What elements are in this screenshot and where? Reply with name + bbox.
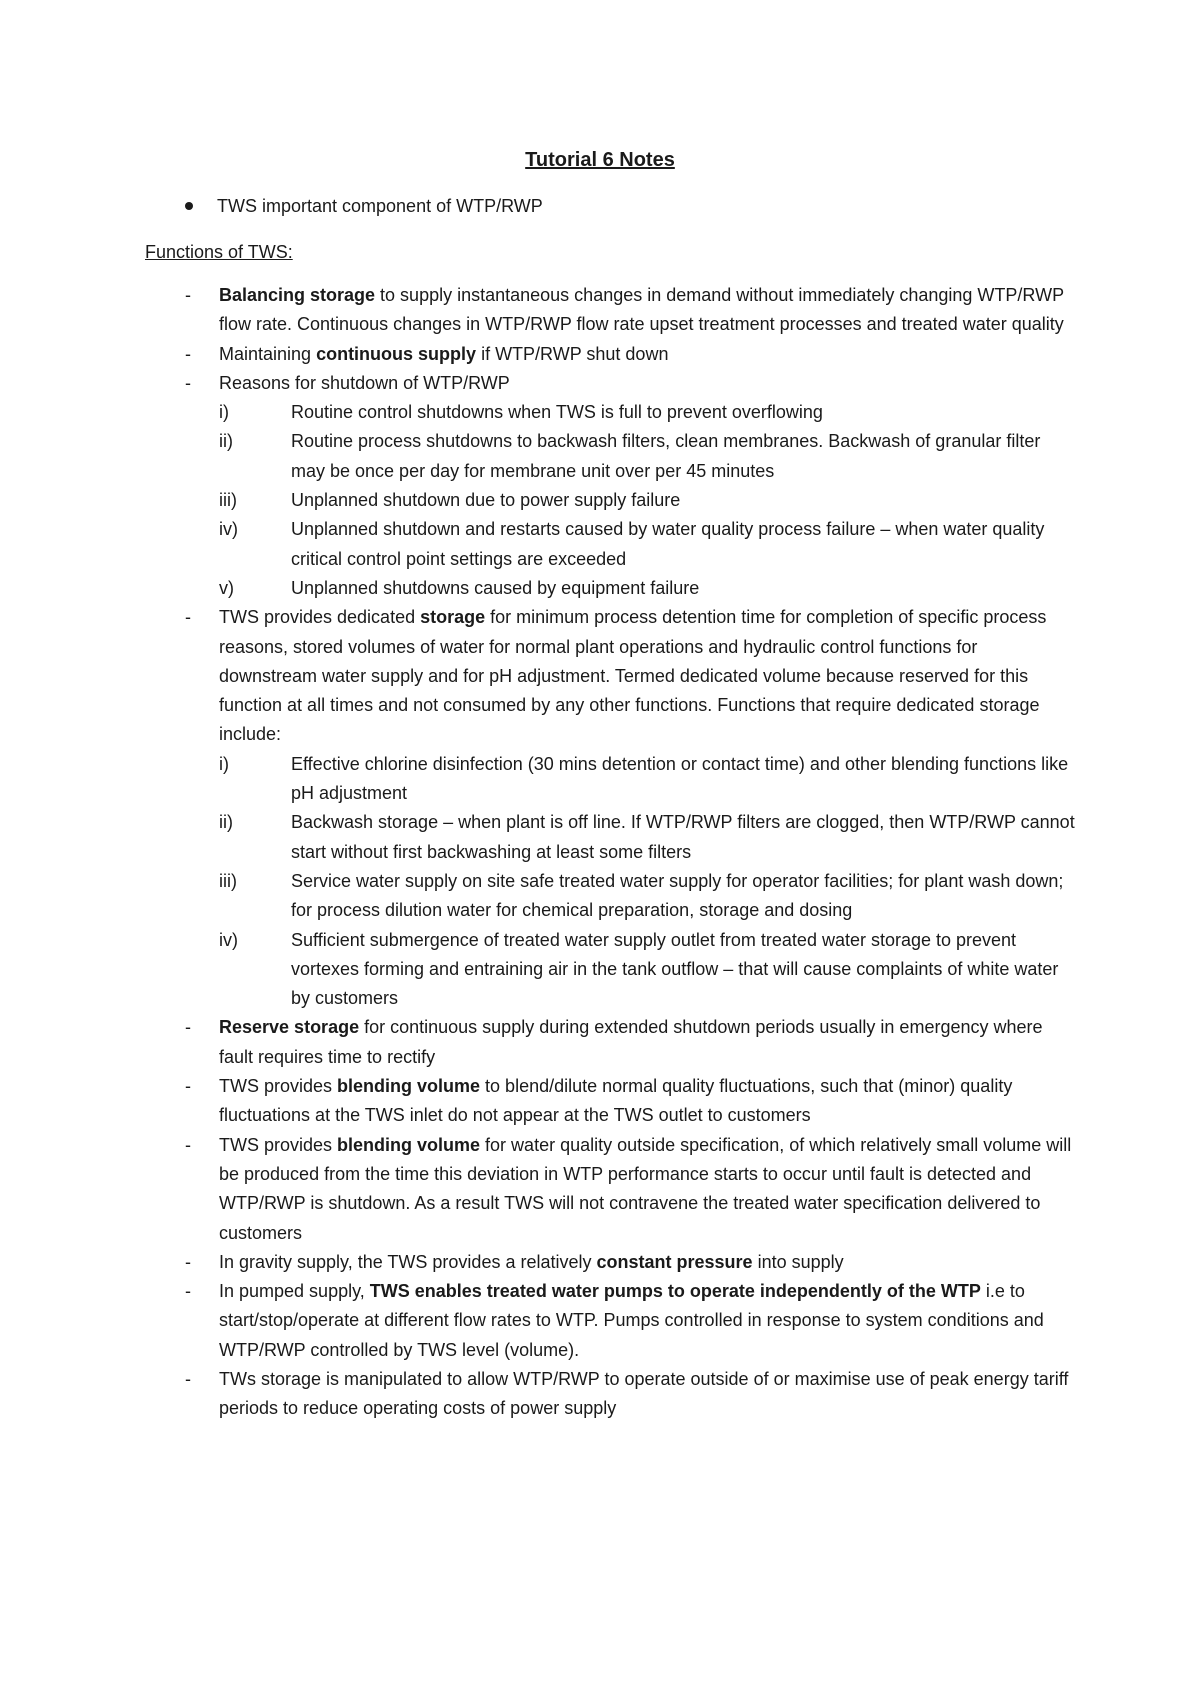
dash-marker: -: [185, 1368, 191, 1389]
item-pre-text: TWS provides dedicated: [219, 607, 421, 628]
list-item-dedicated-storage: [185, 603, 1075, 749]
dash-marker: -: [185, 1017, 191, 1038]
sub-item: [219, 427, 1075, 486]
dash-marker: -: [185, 285, 191, 305]
page-title: Tutorial 6 Notes: [525, 149, 675, 171]
sub-marker: iii): [219, 870, 237, 891]
item-text: i.e to start/stop/operate at different flow rates to WTP. Pumps controlled in response to system conditions and WTP/RWP controlled by TWS level (volume).: [219, 1281, 1044, 1360]
sub-item-text: Service water supply on site safe treated water supply for operator facilities; for plant wash down; for process dilution water for chemical preparation, storage and dosing: [291, 870, 1064, 921]
sub-marker: ii): [219, 431, 233, 452]
dash-marker: -: [185, 372, 191, 393]
list-item-continuous-supply: [185, 340, 1075, 369]
sub-marker: v): [219, 577, 234, 598]
list-item-shutdown-reasons: [185, 369, 1075, 398]
functions-list: [185, 281, 1075, 1424]
item-text: if WTP/RWP shut down: [476, 343, 669, 364]
sub-item: [219, 926, 1075, 1014]
dash-marker: -: [185, 607, 191, 628]
item-pre-text: In pumped supply,: [219, 1281, 370, 1302]
item-bold-text: constant pressure: [596, 1251, 753, 1272]
sub-marker: iv): [219, 929, 238, 950]
sub-item: [219, 808, 1075, 867]
dash-marker: -: [185, 1281, 191, 1302]
sub-item: [219, 867, 1075, 926]
item-bold-text: blending volume: [337, 1134, 481, 1155]
item-text: for minimum process detention time for completion of specific process reasons, stored volumes of water for normal plant operations and hydraulic control functions for downstream water supply and for pH adjustment. Termed dedicated volume because reserved for this function at all times and not consumed by any other functions. Functions that require dedicated storage include:: [219, 607, 1047, 745]
dedicated-storage-sublist: [185, 750, 1075, 1014]
item-text: TWs storage is manipulated to allow WTP/RWP to operate outside of or maximise use of peak energy tariff periods to reduce operating costs of power supply: [219, 1368, 1069, 1419]
sub-item-text: Effective chlorine disinfection (30 mins detention or contact time) and other blending functions like pH adjustment: [291, 753, 1069, 804]
item-pre-text: Maintaining: [219, 343, 317, 364]
shutdown-reasons-sublist: [185, 398, 1075, 603]
sub-item: [219, 486, 1075, 515]
sub-marker: iii): [219, 490, 237, 511]
sub-item: [219, 750, 1075, 809]
item-bold-text: Balancing storage: [219, 285, 376, 305]
sub-marker: ii): [219, 812, 233, 833]
item-text: Reasons for shutdown of WTP/RWP: [219, 372, 510, 393]
sub-item-text: Sufficient submergence of treated water supply outlet from treated water storage to prevent vortexes forming and entraining air in the tank outflow – that will cause complaints of white water by customers: [291, 929, 1059, 1009]
item-text: to supply instantaneous changes in demand without immediately changing WTP/RWP flow rate. Continuous changes in WTP/RWP flow rate upset treatment processes and treated water quality: [219, 285, 1064, 335]
list-item-energy-tariff: [185, 1365, 1075, 1424]
list-item-blending-volume-outside-spec: [185, 1131, 1075, 1248]
list-item-blending-volume-normal: [185, 1072, 1075, 1131]
sub-item-text: Unplanned shutdown due to power supply failure: [291, 490, 681, 511]
list-item-gravity-supply: [185, 1248, 1075, 1277]
item-text: for continuous supply during extended shutdown periods usually in emergency where fault requires time to rectify: [219, 1017, 1043, 1067]
item-pre-text: TWS provides: [219, 1134, 338, 1155]
item-bold-text: Reserve storage: [219, 1017, 360, 1038]
sub-marker: i): [219, 402, 229, 423]
item-text: into supply: [752, 1251, 844, 1272]
section-heading: Functions of TWS:: [145, 242, 293, 262]
item-bold-text: TWS enables treated water pumps to operate independently of the WTP: [369, 1281, 981, 1302]
sub-item-text: Unplanned shutdowns caused by equipment failure: [291, 577, 700, 598]
sub-item-text: Backwash storage – when plant is off line. If WTP/RWP filters are clogged, then WTP/RWP cannot start without first backwashing at least some filters: [291, 812, 1075, 862]
intro-bullet-text: TWS important component of WTP/RWP: [217, 196, 543, 216]
bullet-dot-icon: [185, 202, 193, 210]
item-text: to blend/dilute normal quality fluctuations, such that (minor) quality fluctuations at the TWS inlet do not appear at the TWS outlet to customers: [219, 1076, 1013, 1126]
sub-item-text: Unplanned shutdown and restarts caused by water quality process failure – when water quality critical control point settings are exceeded: [291, 519, 1045, 569]
list-item-pumped-supply: [185, 1277, 1075, 1365]
dash-marker: -: [185, 1076, 191, 1097]
list-item-balancing-storage: [185, 281, 1075, 340]
item-bold-text: storage: [420, 607, 486, 628]
item-pre-text: In gravity supply, the TWS provides a relatively: [219, 1251, 597, 1272]
dash-marker: -: [185, 343, 191, 364]
sub-item: [219, 574, 1075, 603]
sub-item-text: Routine control shutdowns when TWS is full to prevent overflowing: [291, 402, 823, 423]
list-item-reserve-storage: [185, 1013, 1075, 1072]
item-bold-text: continuous supply: [316, 343, 477, 364]
sub-marker: iv): [219, 519, 238, 540]
sub-item-text: Routine process shutdowns to backwash filters, clean membranes. Backwash of granular filter may be once per day for membrane unit over per 45 minutes: [291, 431, 1041, 481]
sub-item: [219, 398, 1075, 427]
item-bold-text: blending volume: [337, 1076, 481, 1097]
item-text: for water quality outside specification, of which relatively small volume will be produced from the time this deviation in WTP performance starts to occur until fault is detected and WTP/RWP is shutdown. As a result TWS will not contravene the treated water specification delivered to customers: [219, 1134, 1072, 1243]
dash-marker: -: [185, 1251, 191, 1272]
dash-marker: -: [185, 1134, 191, 1155]
sub-item: [219, 515, 1075, 574]
item-pre-text: TWS provides: [219, 1076, 338, 1097]
intro-bullet: [185, 192, 543, 220]
sub-marker: i): [219, 753, 229, 774]
